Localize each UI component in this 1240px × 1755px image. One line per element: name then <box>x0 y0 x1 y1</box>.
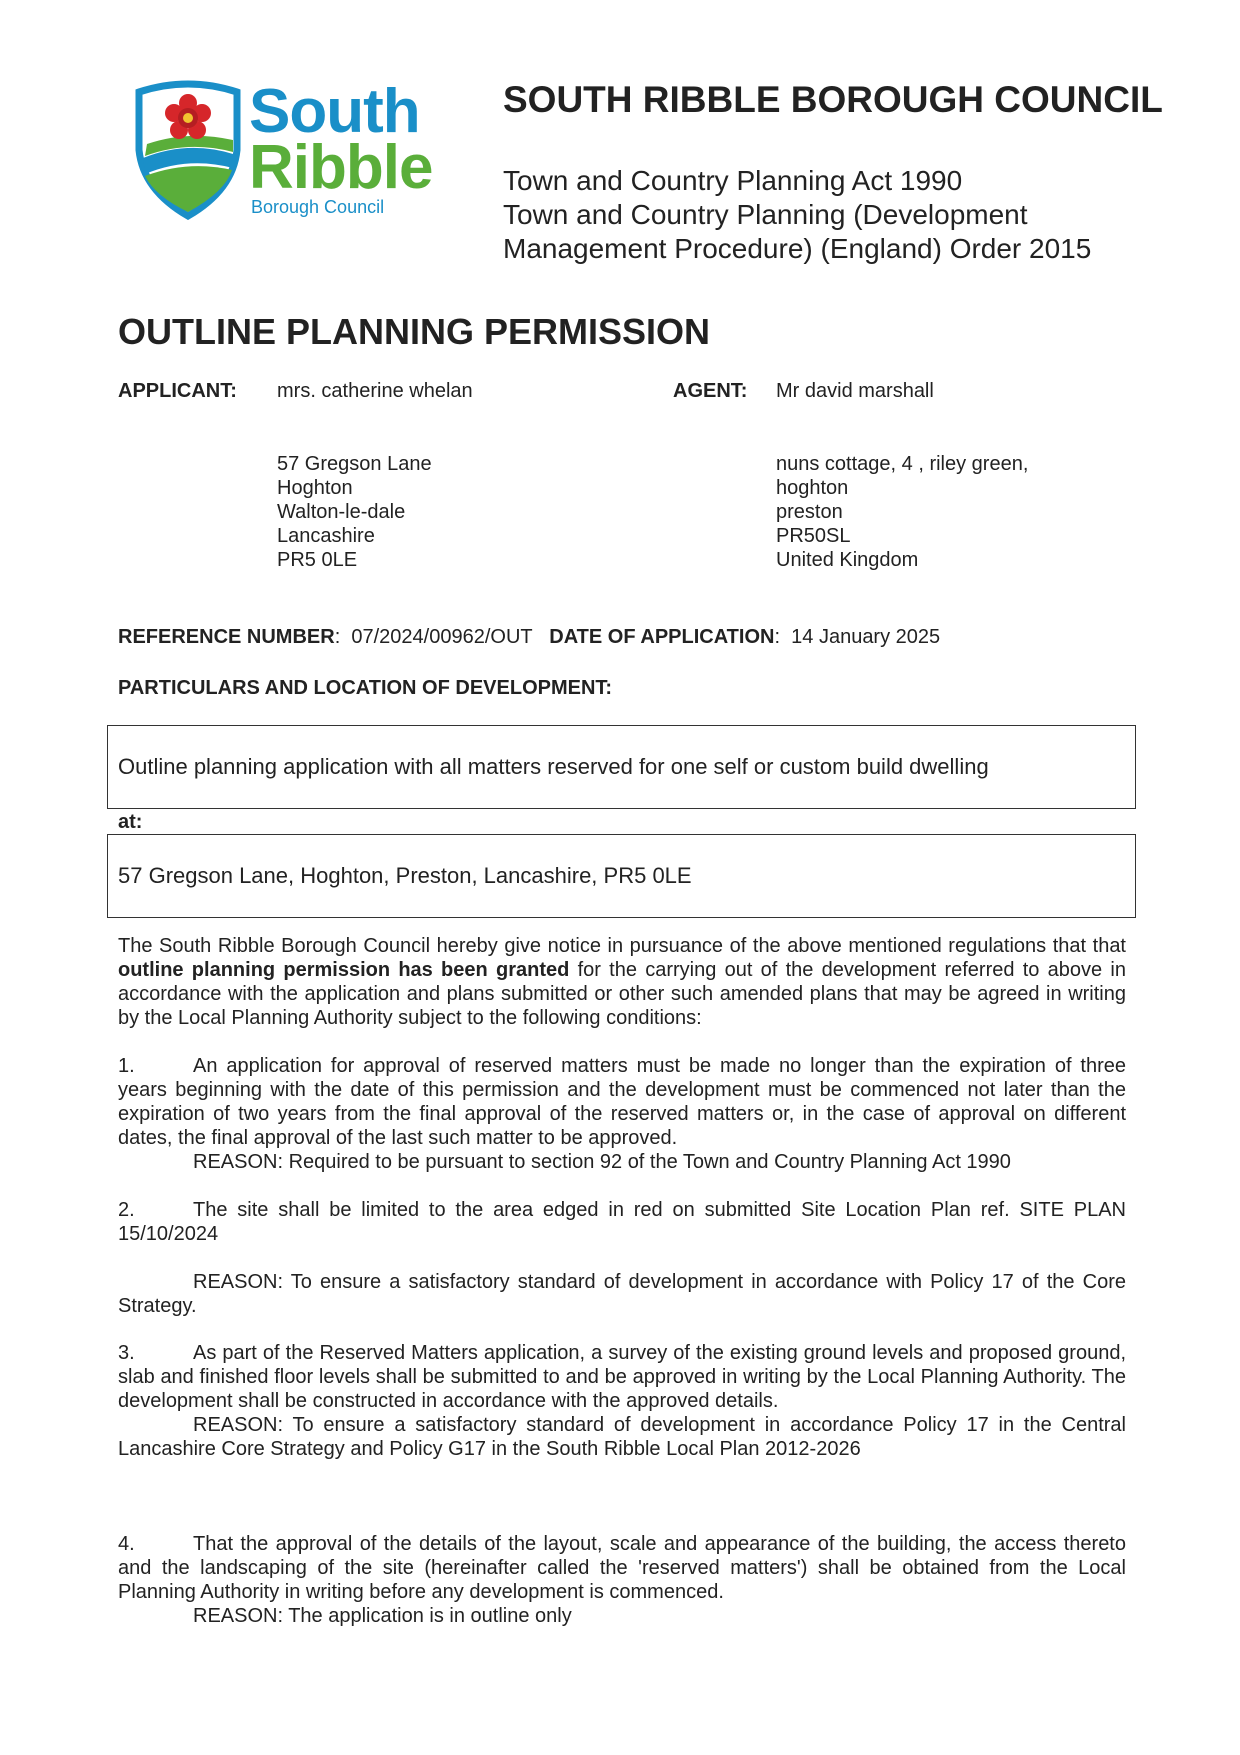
condition-3 <box>118 1341 1126 1413</box>
council-logo <box>133 77 463 230</box>
date-of-application: 14 January 2025 <box>791 626 941 648</box>
particulars-heading: PARTICULARS AND LOCATION OF DEVELOPMENT: <box>118 677 613 699</box>
condition-text: As part of the Reserved Matters application, a survey of the existing ground levels and proposed ground, slab and finished floor levels shall be submitted to and be approved in writing by the Local Planning Authority. The development shall be constructed in accordance with the approved details. <box>118 1342 1126 1412</box>
condition-3-reason <box>118 1413 1126 1461</box>
condition-reason-text: REASON: To ensure a satisfactory standard of development in accordance Policy 17 in the Central Lancashire Core Strategy and Policy G17 in the South Ribble Local Plan 2012-2026 <box>118 1414 1126 1460</box>
address-line: hoghton <box>776 477 849 499</box>
development-description-box <box>107 725 1136 809</box>
condition-4 <box>118 1532 1126 1604</box>
address-line: Walton-le-dale <box>277 501 406 523</box>
development-location-box <box>107 834 1136 918</box>
act-line-1: Town and Country Planning Act 1990 <box>503 165 963 196</box>
condition-text: The site shall be limited to the area edged in red on submitted Site Location Plan ref. SITE PLAN 15/10/2024 <box>118 1199 1126 1245</box>
applicant-label: APPLICANT: <box>118 380 237 402</box>
address-line: PR5 0LE <box>277 549 358 571</box>
logo-text-borough-council: Borough Council <box>251 197 385 217</box>
condition-2-reason <box>118 1270 1126 1318</box>
shield-emblem-icon <box>133 80 243 220</box>
at-label: at: <box>118 811 143 833</box>
reference-number: 07/2024/00962/OUT <box>351 626 533 648</box>
act-line-3: Management Procedure) (England) Order 2015 <box>503 233 1092 264</box>
act-line-2: Town and Country Planning (Development <box>503 199 1028 230</box>
condition-1-reason: REASON: Required to be pursuant to section 92 of the Town and Country Planning Act 1990 <box>193 1151 1011 1173</box>
date-of-application-label: DATE OF APPLICATION <box>549 626 775 648</box>
notice-text-start: The South Ribble Borough Council hereby give notice in pursuance of the above mentioned regulations that that <box>118 935 1126 957</box>
agent-label: AGENT: <box>673 380 748 402</box>
legislation-lines <box>503 164 1203 266</box>
agent-name: Mr david marshall <box>776 380 934 402</box>
address-line: 57 Gregson Lane <box>277 453 432 475</box>
notice-paragraph <box>118 934 1126 1030</box>
condition-reason-text: REASON: To ensure a satisfactory standard of development in accordance with Policy 17 of the Core Strategy. <box>118 1271 1126 1317</box>
reference-line: REFERENCE NUMBER: 07/2024/00962/OUT DATE OF APPLICATION: 14 January 2025 <box>118 626 941 648</box>
address-line: PR50SL <box>776 525 851 547</box>
reference-number-label: REFERENCE NUMBER <box>118 626 335 648</box>
agent-address <box>776 452 1028 572</box>
condition-number: 3. <box>118 1342 135 1364</box>
development-location: 57 Gregson Lane, Hoghton, Preston, Lancashire, PR5 0LE <box>118 863 692 888</box>
development-description: Outline planning application with all matters reserved for one self or custom build dwelling <box>118 754 989 779</box>
condition-number: 2. <box>118 1199 135 1221</box>
address-line: Hoghton <box>277 477 353 499</box>
logo-text-south: South <box>249 77 420 146</box>
address-line: Lancashire <box>277 525 375 547</box>
condition-2 <box>118 1198 1126 1246</box>
address-line: preston <box>776 501 843 523</box>
condition-number: 4. <box>118 1533 135 1555</box>
condition-text: That the approval of the details of the layout, scale and appearance of the building, the access thereto and the landscaping of the site (hereinafter called the 'reserved matters') shall be obtained from the Local Planning Authority in writing before any development is commenced. <box>118 1533 1126 1603</box>
logo-text-ribble: Ribble <box>249 133 433 202</box>
notice-text-end: for the carrying out of the development referred to above in accordance with the application and plans submitted or other such amended plans that may be agreed in writing by the Local Planning Authority subject to the following conditions: <box>118 959 1126 1029</box>
address-line: United Kingdom <box>776 549 919 571</box>
condition-1 <box>118 1054 1126 1150</box>
condition-4-reason: REASON: The application is in outline only <box>193 1605 572 1627</box>
council-name: SOUTH RIBBLE BOROUGH COUNCIL <box>503 79 1163 120</box>
applicant-name: mrs. catherine whelan <box>277 380 473 402</box>
applicant-address <box>277 452 432 572</box>
notice-text-bold: outline planning permission has been granted <box>118 959 570 981</box>
address-line: nuns cottage, 4 , riley green, <box>776 453 1029 475</box>
condition-text: An application for approval of reserved matters must be made no longer than the expiration of three years beginning with the date of this permission and the development must be commenced not later than the expiration of two years from the final approval of the reserved matters or, in the case of approval on different dates, the final approval of the last such matter to be approved. <box>118 1055 1126 1149</box>
page-title: OUTLINE PLANNING PERMISSION <box>118 311 711 352</box>
condition-number: 1. <box>118 1055 135 1077</box>
